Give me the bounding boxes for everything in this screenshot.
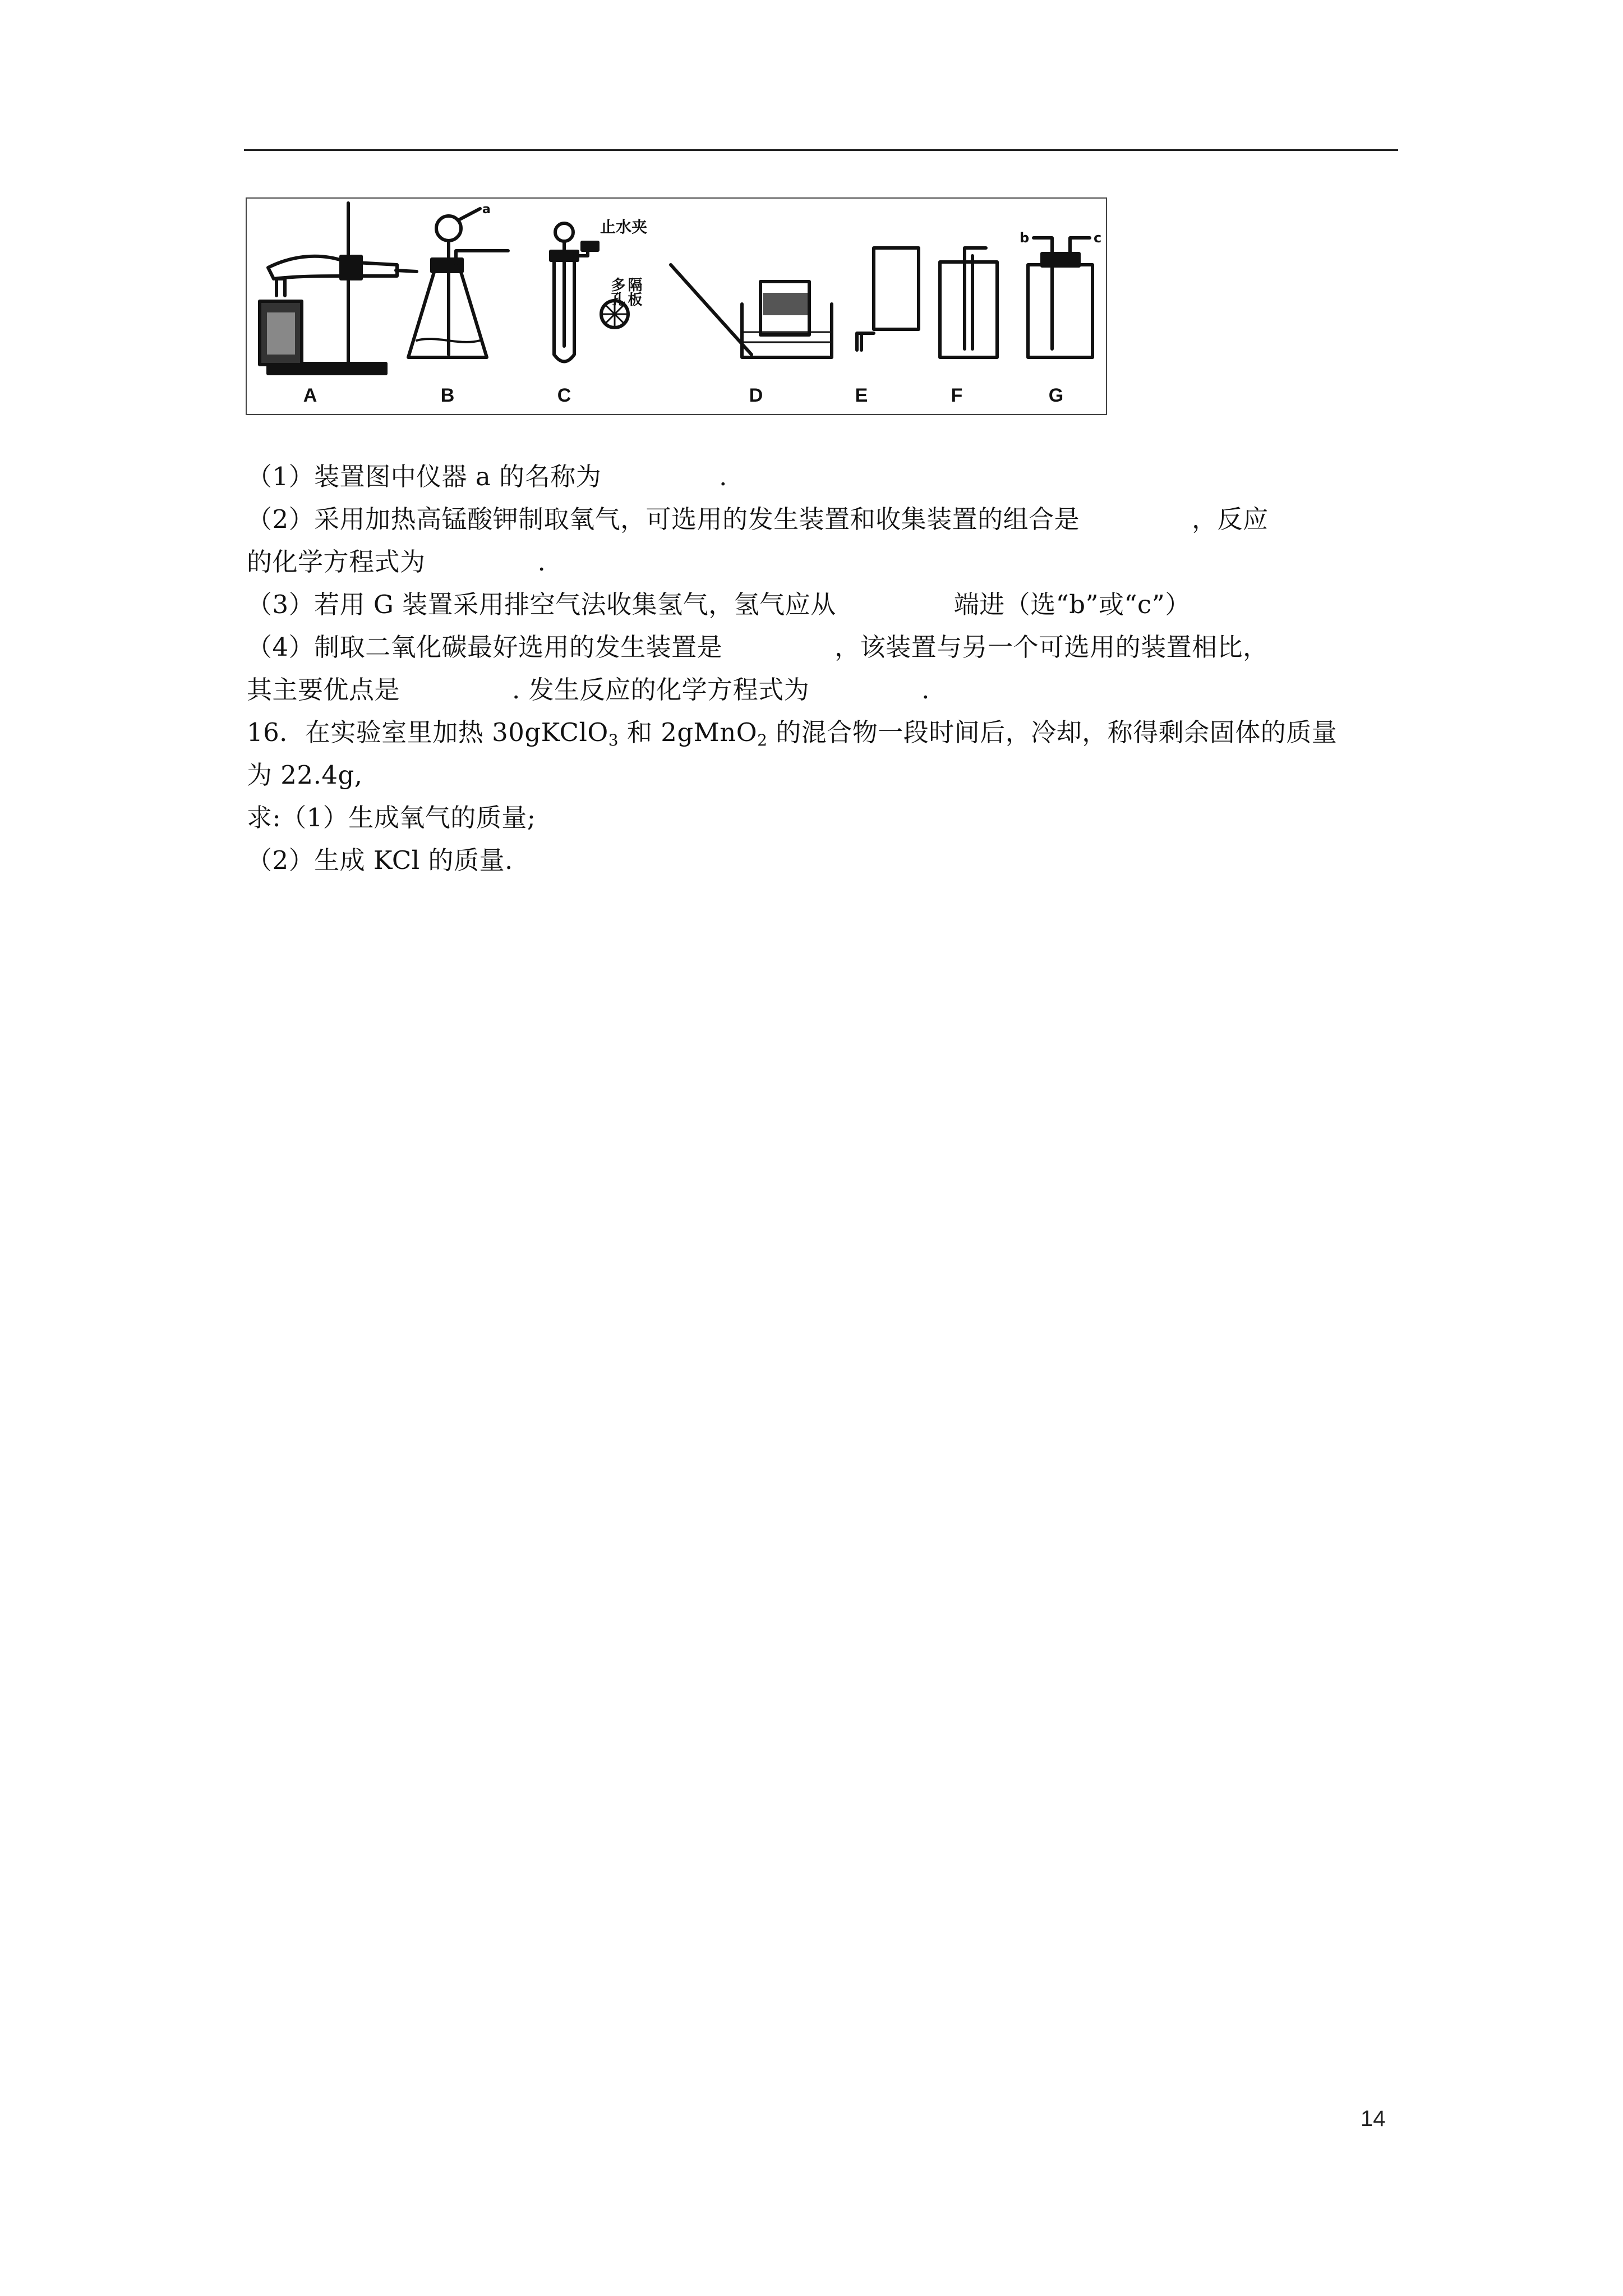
q4-line-2: [247, 669, 1399, 711]
q4-line2-middle: . 发生反应的化学方程式为: [512, 675, 810, 705]
figure-label-a: A: [303, 385, 317, 406]
p16-ask-1: [247, 797, 1399, 839]
figure-label-f: F: [951, 385, 963, 406]
figure-label-b: B: [440, 385, 455, 406]
q3-prefix: （3）若用 G 装置采用排空气法收集氢气，氢气应从: [247, 590, 836, 619]
p16-ask-2: [247, 839, 1399, 882]
q4-line-1: [247, 626, 1399, 669]
q1-suffix: .: [719, 462, 727, 491]
header-rule: [244, 149, 1398, 151]
figure-label-d: D: [749, 385, 763, 406]
annotation-plate: 隔板: [625, 277, 642, 306]
p16-part3: 的混合物一段时间后，冷却，称得剩余固体的质量: [767, 717, 1338, 747]
q1-prefix: （1）装置图中仪器 a 的名称为: [247, 462, 602, 491]
figure-border: [246, 198, 1106, 415]
q1-line: [247, 455, 1399, 498]
q4-line2-prefix: 其主要优点是: [247, 675, 400, 705]
annotation-a: a: [482, 203, 491, 217]
apparatus-drawing: [246, 197, 1107, 415]
lab-apparatus-figure: [246, 197, 1107, 415]
q4-line1-prefix: （4）制取二氧化碳最好选用的发生装置是: [247, 632, 723, 662]
p16-sub1: 3: [608, 731, 619, 749]
figure-label-e: E: [855, 385, 868, 406]
p16-line-1: [247, 711, 1399, 754]
p16-ask2: （2）生成 KCl 的质量.: [247, 845, 513, 875]
figure-label-c: C: [557, 385, 571, 406]
page-number: 14: [1361, 2106, 1386, 2131]
q2-line-2: [247, 541, 1399, 583]
q2-line2-suffix: .: [537, 547, 546, 577]
q2-line-1: [247, 498, 1399, 541]
annotation-c: c: [1094, 230, 1102, 246]
p16-part2: 和 2gMnO: [619, 717, 758, 747]
p16-line2: 为 22.4g,: [247, 760, 363, 790]
q4-line1-suffix: ，该装置与另一个可选用的装置相比，: [834, 632, 1269, 662]
q2-line2-prefix: 的化学方程式为: [247, 547, 426, 577]
q2-line1-prefix: （2）采用加热高锰酸钾制取氧气，可选用的发生装置和收集装置的组合是: [247, 504, 1080, 534]
annotation-porous: 多孔: [608, 277, 625, 306]
q3-line: [247, 583, 1399, 626]
p16-line-2: [247, 754, 1399, 797]
q4-line2-suffix: .: [921, 675, 930, 705]
question-text: [247, 455, 1399, 882]
p16-ask1: 求:（1）生成氧气的质量;: [247, 803, 536, 832]
p16-part1: 16．在实验室里加热 30gKClO: [247, 717, 608, 747]
figure-label-g: G: [1048, 385, 1064, 406]
q3-suffix: 端进（选“b”或“c”）: [953, 590, 1191, 619]
annotation-stopcock: 止水夹: [600, 218, 648, 236]
p16-sub2: 2: [757, 731, 768, 749]
q2-line1-suffix: ，反应: [1192, 504, 1269, 534]
annotation-b: b: [1020, 230, 1030, 246]
